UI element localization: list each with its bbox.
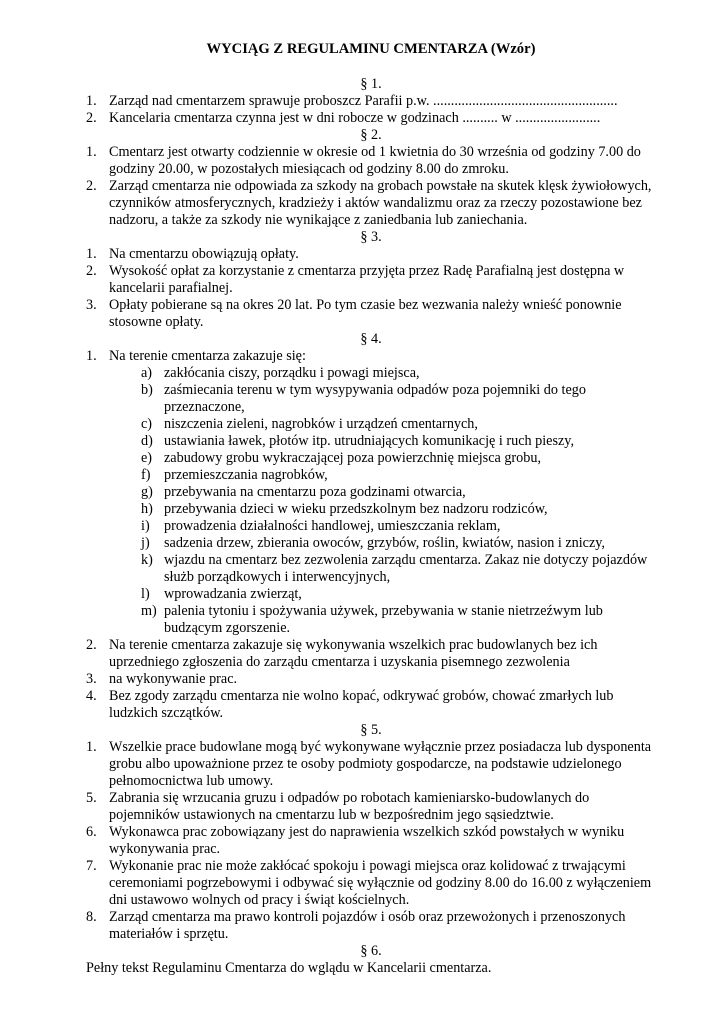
sub-item-letter: d) xyxy=(141,433,153,449)
item-text: Na cmentarzu obowiązują opłaty. xyxy=(109,246,299,262)
list-item xyxy=(86,246,656,263)
item-text: Cmentarz jest otwarty codziennie w okresie od 1 kwietnia do 30 września od godziny 7.00 do godziny 20.00, w pozostałych miesiącach od godziny 8.00 do zmroku. xyxy=(109,144,641,177)
item-number: 1. xyxy=(86,144,97,160)
sub-item-letter: e) xyxy=(141,450,153,466)
sub-item-letter: k) xyxy=(141,552,153,568)
sub-item-text: zabudowy grobu wykraczającej poza powierzchnię miejsca grobu, xyxy=(164,450,541,466)
item-number: 2. xyxy=(86,263,97,279)
item-number: 7. xyxy=(86,858,97,874)
sub-list-item xyxy=(86,501,656,518)
sub-list-item xyxy=(86,535,656,552)
sub-item-text: przemieszczania nagrobków, xyxy=(164,467,328,483)
item-number: 1. xyxy=(86,739,97,755)
sub-list-item xyxy=(86,586,656,603)
section-mark: § 2. xyxy=(360,127,382,143)
sub-item-text: wprowadzania zwierząt, xyxy=(164,586,302,602)
item-text: Wszelkie prace budowlane mogą być wykonywane wyłącznie przez posiadacza lub dysponenta grobu albo upoważnione przez te osoby podmioty gospodarcze, na podstawie udzielonego pełnomocnictwa lub umowy. xyxy=(109,739,652,789)
sub-list-item xyxy=(86,416,656,433)
item-number: 2. xyxy=(86,637,97,653)
section-mark: § 5. xyxy=(360,722,382,738)
sub-item-letter: m) xyxy=(141,603,157,619)
item-number: 1. xyxy=(86,348,97,364)
sub-list-item xyxy=(86,467,656,484)
item-text: Wysokość opłat za korzystanie z cmentarza przyjęta przez Radę Parafialną jest dostępna w kancelarii parafialnej. xyxy=(109,263,625,296)
section-6 xyxy=(86,943,656,977)
section-mark: § 6. xyxy=(360,943,382,959)
item-text: Zarząd cmentarza ma prawo kontroli pojazdów i osób oraz przewożonych i przenoszonych materiałów i sprzętu. xyxy=(109,909,626,942)
document-page xyxy=(86,41,656,977)
item-text: Opłaty pobierane są na okres 20 lat. Po tym czasie bez wezwania należy wnieść ponownie stosowne opłaty. xyxy=(109,297,622,330)
sub-item-text: niszczenia zieleni, nagrobków i urządzeń cmentarnych, xyxy=(164,416,478,432)
document-title: WYCIĄG Z REGULAMINU CMENTARZA (Wzór) xyxy=(206,41,536,57)
item-number: 1. xyxy=(86,246,97,262)
list-item xyxy=(86,790,656,824)
sub-list-item xyxy=(86,484,656,501)
sub-item-letter: j) xyxy=(141,535,150,551)
item-number: 2. xyxy=(86,178,97,194)
sub-list-item xyxy=(86,382,656,416)
item-text: Wykonawca prac zobowiązany jest do naprawienia wszelkich szkód powstałych w wyniku wykonywania prac. xyxy=(109,824,625,857)
item-text: Wykonanie prac nie może zakłócać spokoju i powagi miejsca oraz kolidować z trwającymi ceremoniami pogrzebowymi i odbywać się wyłącznie od godziny 8.00 do 16.00 z wyłączeniem dni ustawowo wolnych od pracy i świąt kościelnych. xyxy=(109,858,652,908)
sub-list-item xyxy=(86,603,656,637)
sub-item-letter: i) xyxy=(141,518,150,534)
item-number: 6. xyxy=(86,824,97,840)
sub-item-text: zakłócania ciszy, porządku i powagi miejsca, xyxy=(164,365,420,381)
item-text: Zarząd nad cmentarzem sprawuje proboszcz Parafii p.w. .................................................... xyxy=(109,93,618,109)
section-mark: § 3. xyxy=(360,229,382,245)
sub-item-text: sadzenia drzew, zbierania owoców, grzybów, roślin, kwiatów, nasion i zniczy, xyxy=(164,535,605,551)
list-item xyxy=(86,858,656,909)
list-item xyxy=(86,263,656,297)
list-item xyxy=(86,110,656,127)
section-1 xyxy=(86,76,656,127)
item-number: 8. xyxy=(86,909,97,925)
item-text: Zabrania się wrzucania gruzu i odpadów po robotach kamieniarsko-budowlanych do pojemników ustawionych na cmentarzu lub w bezpośrednim jego sąsiedztwie. xyxy=(109,790,590,823)
sub-item-letter: h) xyxy=(141,501,153,517)
section-3 xyxy=(86,229,656,331)
list-item xyxy=(86,671,656,688)
list-item xyxy=(86,739,656,790)
list-item xyxy=(86,824,656,858)
sub-item-text: zaśmiecania terenu w tym wysypywania odpadów poza pojemniki do tego przeznaczone, xyxy=(164,382,586,415)
sub-item-letter: b) xyxy=(141,382,153,398)
item-number: 4. xyxy=(86,688,97,704)
sub-item-letter: c) xyxy=(141,416,153,432)
section-mark: § 4. xyxy=(360,331,382,347)
item-number: 1. xyxy=(86,93,97,109)
item-text: Bez zgody zarządu cmentarza nie wolno kopać, odkrywać grobów, chować zmarłych lub ludzkich szczątków. xyxy=(109,688,614,721)
section-mark: § 1. xyxy=(360,76,382,92)
sub-item-letter: a) xyxy=(141,365,153,381)
closing-note: Pełny tekst Regulaminu Cmentarza do wglądu w Kancelarii cmentarza. xyxy=(86,960,492,976)
sub-item-text: przebywania dzieci w wieku przedszkolnym bez nadzoru rodziców, xyxy=(164,501,548,517)
sub-item-letter: g) xyxy=(141,484,153,500)
item-text: Zarząd cmentarza nie odpowiada za szkody na grobach powstałe na skutek klęsk żywiołowych, czynników atmosferycznych, kradzieży i aktów wandalizmu oraz za rzeczy pozostawione bez nadzoru, a także za szkody nie wynikające z zaniedbania lub zaniechania. xyxy=(109,178,652,228)
item-number: 5. xyxy=(86,790,97,806)
sub-item-text: przebywania na cmentarzu poza godzinami otwarcia, xyxy=(164,484,466,500)
item-text: Na terenie cmentarza zakazuje się: xyxy=(109,348,306,364)
sub-item-text: wjazdu na cmentarz bez zezwolenia zarządu cmentarza. Zakaz nie dotyczy pojazdów służb porządkowych i interwencyjnych, xyxy=(164,552,648,585)
sub-item-text: palenia tytoniu i spożywania używek, przebywania w stanie nietrzeźwym lub budzącym zgorszenie. xyxy=(164,603,603,636)
item-text: Kancelaria cmentarza czynna jest w dni robocze w godzinach .......... w ........................ xyxy=(109,110,601,126)
list-item xyxy=(86,93,656,110)
sub-list-item xyxy=(86,433,656,450)
sub-list-item xyxy=(86,450,656,467)
section-2 xyxy=(86,127,656,229)
section-5 xyxy=(86,722,656,943)
list-item xyxy=(86,637,656,671)
item-number: 2. xyxy=(86,110,97,126)
sub-list-item xyxy=(86,518,656,535)
list-item xyxy=(86,909,656,943)
sub-item-letter: l) xyxy=(141,586,150,602)
item-text: na wykonywanie prac. xyxy=(109,671,238,687)
sub-item-letter: f) xyxy=(141,467,151,483)
list-item xyxy=(86,178,656,229)
section-4 xyxy=(86,331,656,722)
item-text: Na terenie cmentarza zakazuje się wykonywania wszelkich prac budowlanych bez ich uprzedniego zgłoszenia do zarządu cmentarza i uzyskania pisemnego zezwolenia xyxy=(109,637,598,670)
sub-item-text: ustawiania ławek, płotów itp. utrudniających komunikację i ruch pieszy, xyxy=(164,433,575,449)
sub-item-text: prowadzenia działalności handlowej, umieszczania reklam, xyxy=(164,518,501,534)
sub-list-item xyxy=(86,552,656,586)
item-number: 3. xyxy=(86,671,97,687)
list-item xyxy=(86,144,656,178)
sub-list-item xyxy=(86,365,656,382)
list-item xyxy=(86,348,656,365)
list-item xyxy=(86,297,656,331)
item-number: 3. xyxy=(86,297,97,313)
list-item xyxy=(86,688,656,722)
